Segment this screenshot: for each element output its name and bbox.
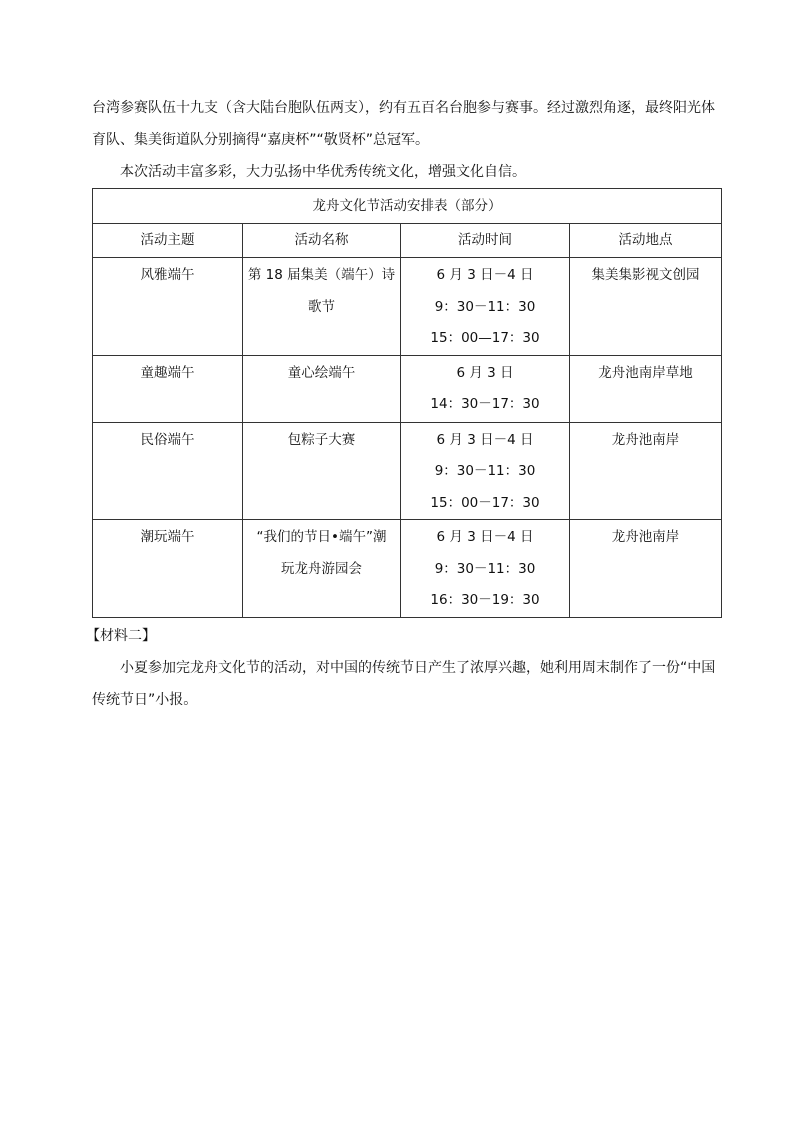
- material-two-label: 【材料二】: [86, 627, 156, 644]
- row-time-line: 15：00－17：30: [430, 494, 540, 511]
- row-time-line: 6 月 3 日: [456, 364, 514, 381]
- row-theme-text: 风雅端午: [140, 267, 195, 283]
- row-place: [570, 258, 722, 356]
- document-page: [86, 92, 722, 716]
- row-theme: [93, 422, 243, 520]
- material-two-line-2: 传统节日”小报。: [92, 691, 198, 708]
- table-caption: 龙舟文化节活动安排表（部分）: [93, 189, 722, 224]
- header-theme: 活动主题: [93, 224, 243, 258]
- row-place-text: 龙舟池南岸草地: [598, 364, 693, 381]
- row-theme: [93, 258, 243, 356]
- material-two-line-1: 小夏参加完龙舟文化节的活动，对中国的传统节日产生了浓厚兴趣，她利用周末制作了一份“中国: [120, 659, 716, 676]
- header-place: 活动地点: [570, 224, 722, 258]
- row-name: [243, 422, 401, 520]
- row-time-line: 6 月 3 日－4 日: [436, 529, 534, 545]
- row-place: [570, 422, 722, 520]
- row-name: [243, 355, 401, 422]
- row-theme: [93, 520, 243, 618]
- row-theme-text: 潮玩端午: [140, 529, 195, 545]
- table-row: [93, 355, 722, 422]
- activity-schedule-table: [92, 188, 722, 618]
- row-place-text: 龙舟池南岸: [611, 431, 680, 448]
- table-row: [93, 520, 722, 618]
- row-name-line: 包粽子大赛: [287, 431, 356, 448]
- row-name-line: “我们的节日•端午”潮: [256, 529, 387, 545]
- table-row: [93, 258, 722, 356]
- row-name-line: 歌节: [308, 298, 335, 315]
- row-place-text: 集美集影视文创园: [591, 267, 700, 283]
- row-name-line: 第 18 届集美（端午）诗: [247, 267, 396, 283]
- intro-line-2: 育队、集美街道队分别摘得“嘉庚杯”“敬贤杯”总冠军。: [92, 132, 430, 148]
- row-time-line: 9：30－11：30: [434, 560, 536, 577]
- header-time: 活动时间: [401, 224, 570, 258]
- row-name-line: 童心绘端午: [287, 364, 356, 381]
- row-place: [570, 520, 722, 618]
- row-place: [570, 355, 722, 422]
- row-time-line: 16：30－19：30: [430, 592, 540, 608]
- intro-line-1: 台湾参赛队伍十九支（含大陆台胞队伍两支），约有五百名台胞参与赛事。经过激烈角逐，最终阳光体: [92, 100, 715, 116]
- row-name: [243, 520, 401, 618]
- row-theme-text: 童趣端午: [140, 364, 195, 381]
- row-theme-text: 民俗端午: [140, 431, 195, 448]
- row-time: [401, 355, 570, 422]
- row-name: [243, 258, 401, 356]
- intro-summary: 本次活动丰富多彩，大力弘扬中华优秀传统文化，增强文化自信。: [120, 164, 526, 180]
- table-header-row: [93, 224, 722, 258]
- row-time-line: 6 月 3 日－4 日: [436, 431, 534, 448]
- row-time: [401, 422, 570, 520]
- row-name-line: 玩龙舟游园会: [281, 560, 362, 577]
- header-name: 活动名称: [243, 224, 401, 258]
- row-time-line: 6 月 3 日－4 日: [436, 267, 534, 283]
- row-time-line: 9：30－11：30: [434, 463, 536, 479]
- row-time-line: 15：00—17：30: [430, 330, 540, 346]
- row-time: [401, 520, 570, 618]
- row-time-line: 9：30－11：30: [434, 298, 536, 315]
- table-row: [93, 422, 722, 520]
- row-theme: [93, 355, 243, 422]
- row-place-text: 龙舟池南岸: [611, 529, 680, 545]
- row-time-line: 14：30－17：30: [430, 396, 540, 412]
- row-time: [401, 258, 570, 356]
